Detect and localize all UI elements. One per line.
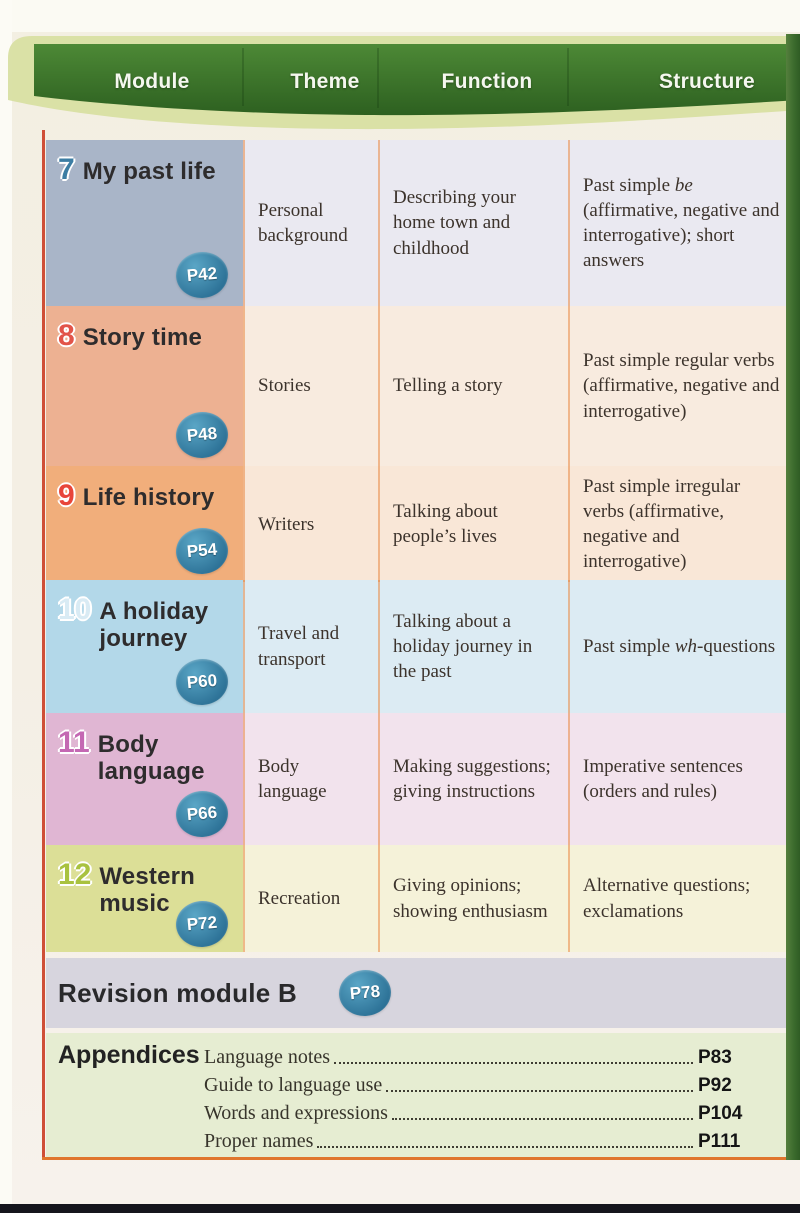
structure-text xyxy=(583,873,780,923)
dotted-leader xyxy=(392,1118,693,1120)
structure-cell xyxy=(568,713,788,845)
appendix-page: P92 xyxy=(698,1075,732,1096)
module-row-12 xyxy=(46,845,788,952)
module-row-11 xyxy=(46,713,788,845)
module-number: 9 xyxy=(58,479,75,512)
page-badge: P60 xyxy=(174,657,230,707)
page-badge: P72 xyxy=(174,899,230,949)
structure-cell xyxy=(568,306,788,466)
structure-text-pre: Past simple regular verbs (affirmative, negative and interrogative) xyxy=(583,350,780,422)
appendix-label: Language notes xyxy=(204,1046,331,1068)
appendix-page: P83 xyxy=(698,1047,732,1068)
module-row-9 xyxy=(46,466,788,580)
module-number: 11 xyxy=(58,726,90,759)
appendix-page: P111 xyxy=(698,1131,741,1152)
module-cell xyxy=(46,466,243,582)
module-cell xyxy=(46,713,243,845)
module-row-8 xyxy=(46,306,788,466)
column-header-module: Module xyxy=(114,70,190,93)
table-border-bottom xyxy=(42,1157,788,1160)
dotted-leader xyxy=(334,1062,693,1064)
appendix-item xyxy=(204,1041,748,1069)
appendix-label: Words and expressions xyxy=(204,1102,388,1124)
page-badge: P42 xyxy=(174,250,230,300)
structure-text xyxy=(583,173,780,273)
appendix-page: P104 xyxy=(698,1103,743,1124)
revision-module-row xyxy=(46,958,786,1028)
structure-text-post: -questions xyxy=(697,635,776,657)
module-title: A holiday journey xyxy=(99,598,209,653)
appendix-item xyxy=(204,1097,748,1125)
structure-cell xyxy=(568,140,788,306)
structure-text-pre: Alternative questions; exclamations xyxy=(583,875,751,922)
appendices-list xyxy=(204,1041,786,1157)
dotted-leader xyxy=(386,1090,693,1092)
function-cell: Talking about people’s lives xyxy=(378,466,568,582)
modules-table xyxy=(46,140,788,952)
scan-bottom-edge xyxy=(0,1204,800,1213)
structure-italic: wh xyxy=(674,635,698,657)
column-header-theme: Theme xyxy=(290,70,360,93)
function-cell: Describing your home town and childhood xyxy=(378,140,568,306)
module-heading xyxy=(58,481,237,511)
module-number: 10 xyxy=(58,593,92,626)
module-cell xyxy=(46,845,243,952)
theme-cell: Travel and transport xyxy=(243,580,378,713)
revision-page-badge: P78 xyxy=(337,968,393,1018)
dotted-leader xyxy=(317,1146,693,1148)
module-cell xyxy=(46,140,243,306)
structure-text xyxy=(583,348,780,423)
page-badge: P48 xyxy=(174,410,230,460)
module-heading xyxy=(58,728,237,786)
structure-cell xyxy=(568,466,788,582)
structure-italic: be xyxy=(674,174,693,196)
function-cell: Making suggestions; giving instructions xyxy=(378,713,568,845)
module-heading xyxy=(58,595,237,653)
structure-text-pre: Imperative sentences (orders and rules) xyxy=(583,755,743,802)
function-cell: Talking about a holiday journey in the past xyxy=(378,580,568,713)
structure-text xyxy=(583,634,775,659)
structure-text-post: (affirmative, negative and interrogative); short answers xyxy=(583,199,780,272)
structure-text xyxy=(583,754,780,804)
module-number: 12 xyxy=(58,858,92,891)
module-row-10 xyxy=(46,580,788,713)
module-title: Life history xyxy=(82,484,215,511)
page-badge: P54 xyxy=(174,526,230,576)
appendices-section xyxy=(46,1033,786,1157)
function-cell: Giving opinions; showing enthusiasm xyxy=(378,845,568,952)
column-header-structure: Structure xyxy=(658,70,756,93)
book-edge-strip xyxy=(786,34,800,1160)
theme-cell: Body language xyxy=(243,713,378,845)
structure-text-pre: Past simple xyxy=(583,174,675,196)
structure-cell xyxy=(568,580,788,713)
theme-cell: Personal background xyxy=(243,140,378,306)
module-heading xyxy=(58,155,237,185)
appendix-item xyxy=(204,1069,748,1097)
module-title: Body language xyxy=(97,731,205,786)
module-number: 7 xyxy=(58,153,75,186)
module-title: Western music xyxy=(99,863,196,918)
revision-title: Revision module B xyxy=(58,977,298,1008)
theme-cell: Writers xyxy=(243,466,378,582)
appendix-item xyxy=(204,1125,748,1153)
table-border-left xyxy=(42,130,45,1160)
theme-cell: Recreation xyxy=(243,845,378,952)
structure-cell xyxy=(568,845,788,952)
appendices-title: Appendices xyxy=(58,1041,200,1069)
structure-text-pre: Past simple xyxy=(583,635,675,657)
scan-top-margin xyxy=(0,0,800,32)
structure-text-pre: Past simple irregular verbs (affirmative, negative and interrogative) xyxy=(583,476,741,573)
module-heading xyxy=(58,321,237,351)
column-header-function: Function xyxy=(441,70,533,93)
appendix-label: Proper names xyxy=(204,1130,314,1152)
page-badge: P66 xyxy=(174,789,230,839)
theme-cell: Stories xyxy=(243,306,378,466)
module-cell xyxy=(46,580,243,713)
module-title: My past life xyxy=(82,158,216,185)
structure-text xyxy=(583,474,780,574)
module-cell xyxy=(46,306,243,466)
module-title: Story time xyxy=(82,324,203,351)
function-cell: Telling a story xyxy=(378,306,568,466)
module-number: 8 xyxy=(58,319,75,352)
module-row-7 xyxy=(46,140,788,306)
scan-left-margin xyxy=(0,0,12,1213)
appendix-label: Guide to language use xyxy=(204,1074,383,1096)
